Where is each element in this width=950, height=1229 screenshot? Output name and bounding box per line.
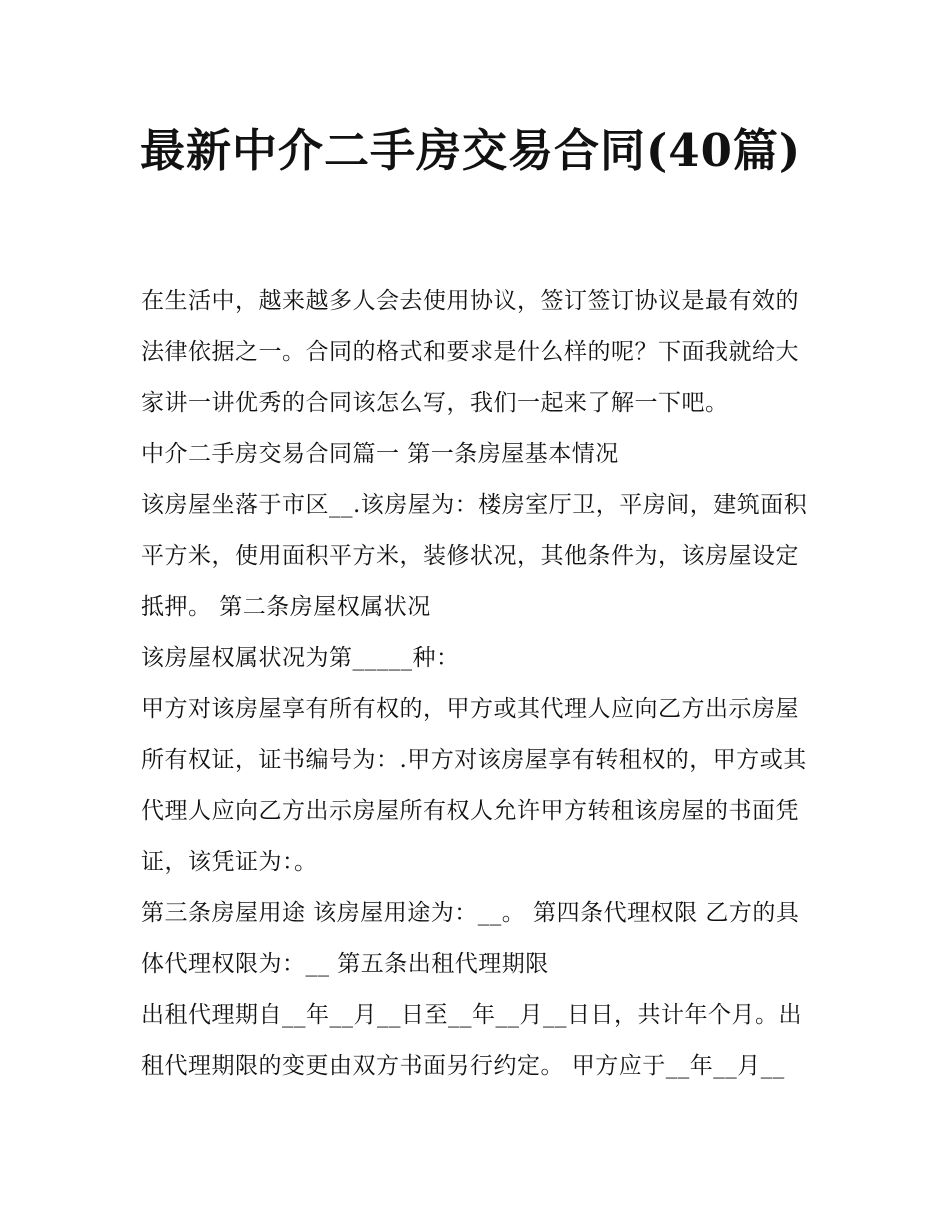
- property-location-paragraph: 该房屋坐落于市区__.该房屋为：楼房室厅卫，平房间，建筑面积平方米，使用面积平方米，装修状况，其他条件为，该房屋设定抵押。 第二条房屋权属状况: [141, 492, 808, 620]
- ownership-detail-paragraph: 甲方对该房屋享有所有权的，甲方或其代理人应向乙方出示房屋所有权证，证书编号为：.甲方对该房屋享有转租权的，甲方或其代理人应向乙方出示房屋所有权人允许甲方转租该房屋的书面凭证，该凭证为：。: [141, 696, 807, 875]
- ownership-status-paragraph: 该房屋权属状况为第_____种：: [141, 645, 460, 671]
- document-title: 最新中介二手房交易合同(40篇): [140, 124, 802, 177]
- intro-paragraph: 在生活中，越来越多人会去使用协议，签订签订协议是最有效的法律依据之一。合同的格式和要求是什么样的呢？下面我就给大家讲一讲优秀的合同该怎么写，我们一起来了解一下吧。: [141, 288, 799, 416]
- document-body: [141, 276, 821, 1092]
- section-heading-article-1: 中介二手房交易合同篇一 第一条房屋基本情况: [141, 441, 619, 467]
- usage-and-authority-paragraph: 第三条房屋用途 该房屋用途为：__。 第四条代理权限 乙方的具体代理权限为：__ 第五条出租代理期限: [141, 900, 800, 977]
- rental-period-paragraph: 出租代理期自__年__月__日至__年__月__日日，共计年个月。出租代理期限的变更由双方书面另行约定。 甲方应于__年__月__: [141, 1002, 802, 1079]
